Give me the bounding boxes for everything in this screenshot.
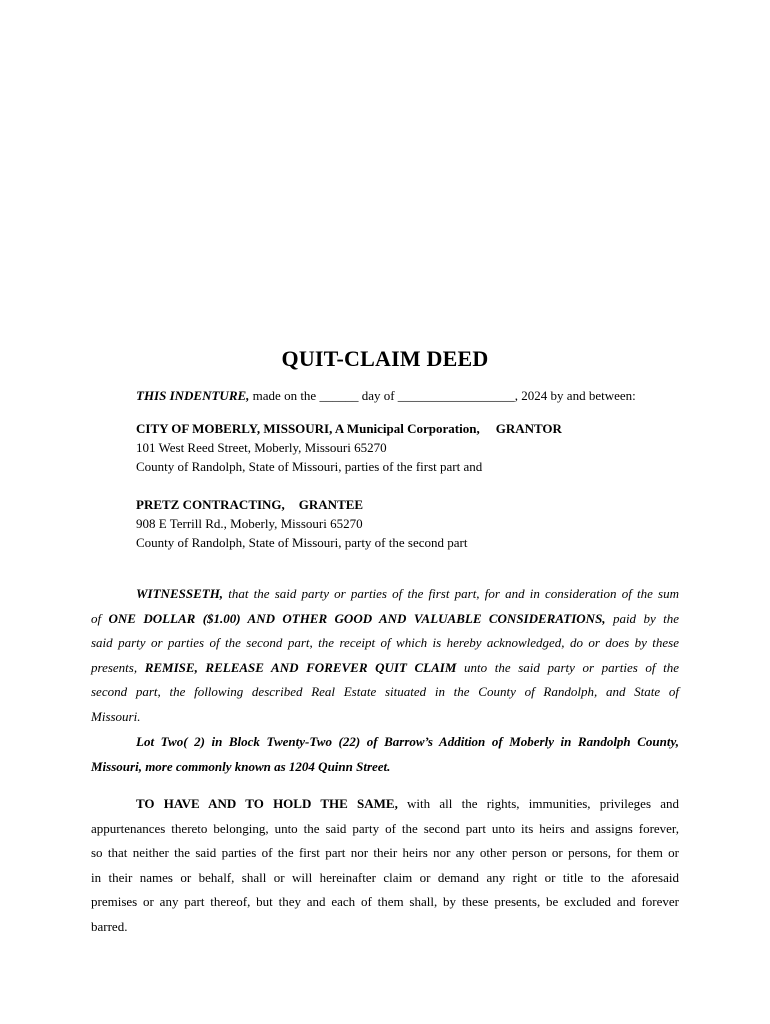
legal-description [91,730,679,779]
habendum-text: with all the rights, immunities, privileges and [397,796,679,811]
witnesseth-line: Missouri. [91,708,141,724]
habendum-line: barred. [91,918,128,934]
habendum-line [91,792,679,817]
grantee-county: County of Randolph, State of Missouri, party of the second part [136,535,468,550]
witnesseth-text: that the said party or parties of the first part, for and in consideration of the sum [223,586,679,601]
grantor-role: GRANTOR [495,421,562,436]
grantor-name-line [136,421,562,437]
witnesseth-text: paid by the [605,610,679,626]
habendum-line: appurtenances thereto belonging, unto the said party of the second part unto its heirs and assigns forever, [91,820,679,836]
witnesseth-line [91,656,679,681]
witnesseth-paragraph [91,582,679,730]
habendum-paragraph [91,792,679,940]
grantee-role: GRANTEE [298,497,364,512]
quit-claim-clause: REMISE, RELEASE AND FOREVER QUIT CLAIM [144,659,457,675]
indenture-text: made on the ______ day of __________________, 2024 by and between: [249,388,636,403]
witnesseth-text: of [91,610,109,626]
legal-description-line: Missouri, more commonly known as 1204 Quinn Street. [91,758,391,774]
indenture-line [136,388,636,404]
grantor-county: County of Randolph, State of Missouri, parties of the first part and [136,459,483,474]
indenture-lead: THIS INDENTURE, [136,388,250,403]
grantee-name-line [136,497,363,513]
witnesseth-line: said party or parties of the second part, the receipt of which is hereby acknowledged, do or does by these [91,635,679,651]
witnesseth-line [91,607,679,632]
deed-title: QUIT-CLAIM DEED [281,346,489,371]
witnesseth-text: unto the said party or parties of the [456,659,679,675]
grantee-name: PRETZ CONTRACTING, [136,497,285,512]
grantor-name: CITY OF MOBERLY, MISSOURI, A Municipal Corporation, [136,421,480,436]
habendum-line: premises or any part thereof, but they and each of them shall, by these presents, be excluded and forever [91,894,679,910]
witnesseth-line: second part, the following described Real Estate situated in the County of Randolph, and State of [91,684,679,700]
legal-description-line: Lot Two( 2) in Block Twenty-Two (22) of Barrow’s Addition of Moberly in Randolph County, [136,734,679,749]
consideration-amount: ONE DOLLAR ($1.00) AND OTHER GOOD AND VALUABLE CONSIDERATIONS, [108,610,606,626]
witnesseth-line [91,582,679,607]
habendum-heading: TO HAVE AND TO HOLD THE SAME, [136,796,398,811]
witnesseth-text: presents, [91,659,145,675]
witnesseth-heading: WITNESSETH, [136,586,224,601]
grantor-address: 101 West Reed Street, Moberly, Missouri 65270 [136,440,387,455]
grantee-address: 908 E Terrill Rd., Moberly, Missouri 65270 [136,516,363,531]
habendum-line: so that neither the said parties of the first part nor their heirs nor any other person or persons, for them or [91,845,679,861]
habendum-line: in their names or behalf, shall or will hereinafter claim or demand any right or title to the aforesaid [91,869,679,885]
